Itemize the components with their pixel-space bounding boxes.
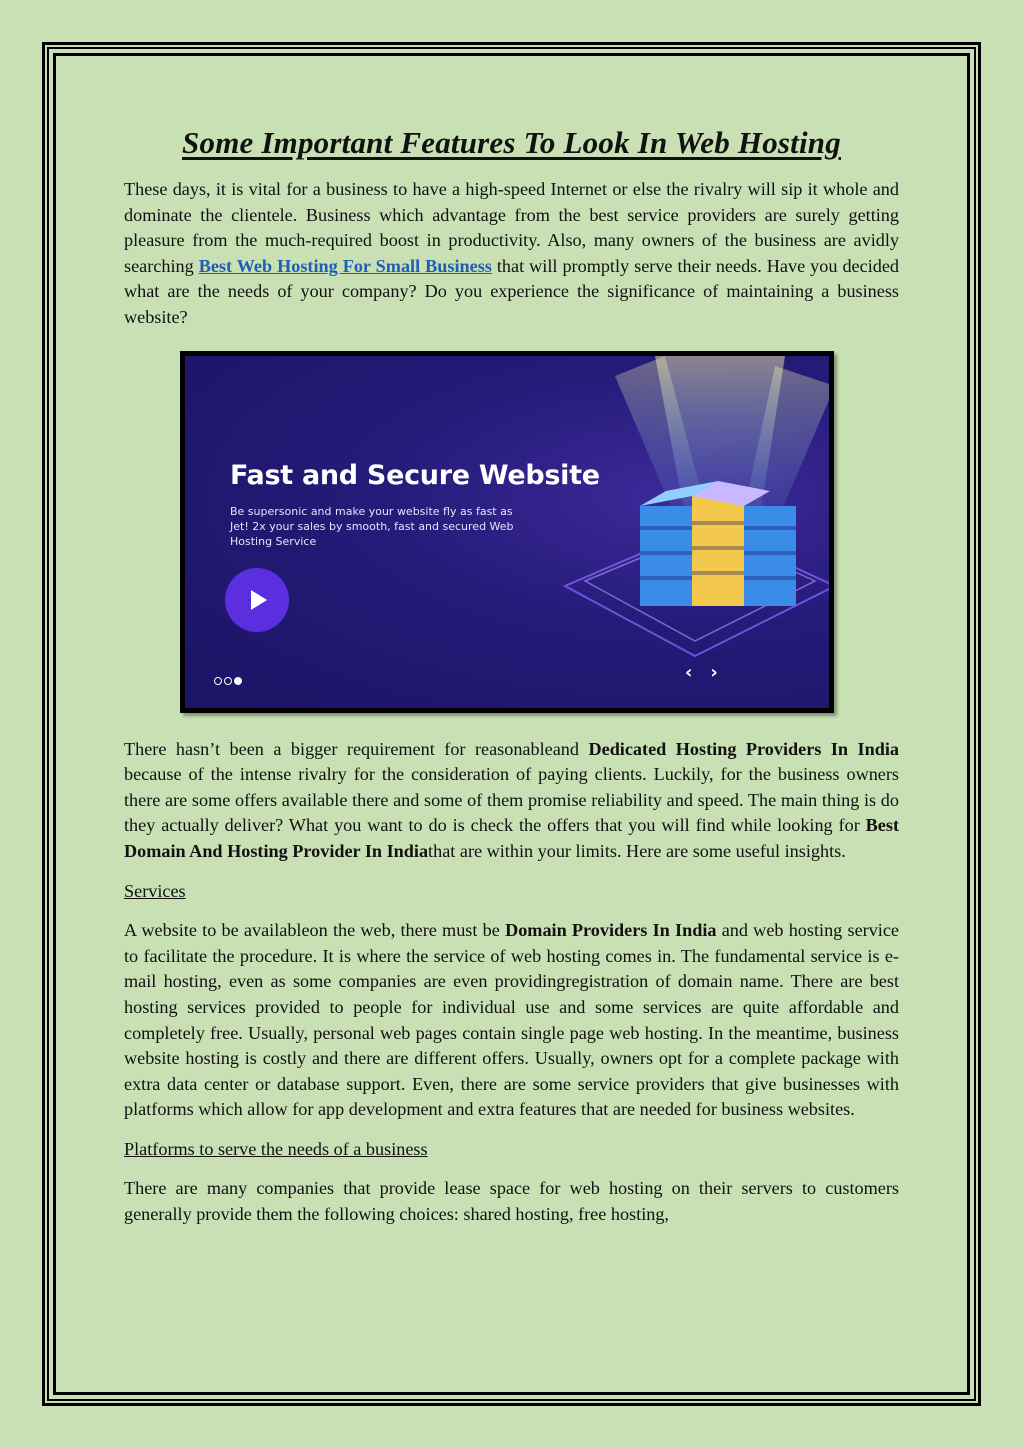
paragraph-dedicated-hosting <box>124 737 899 865</box>
heading-services <box>124 879 899 905</box>
best-web-hosting-link[interactable]: Best Web Hosting For Small Business <box>198 255 492 276</box>
para2-text-2: because of the intense rivalry for the consideration of paying clients. Luckily, for the business owners there are some offers available there and some of them promise reliability and speed. The main thing is do they actually deliver? What you want to do is check the offers that you will find while looking for <box>124 764 899 836</box>
hosting-banner-image <box>180 351 834 713</box>
keyword-domain-hosting: Best Domain And Hosting Provider In India <box>124 815 899 861</box>
intro-text-start: These days, it is vital for a business to have a high-speed Internet or else the rivalry will sip it whole and dominate the clientele. Business which advantage from the best service providers are surely getting pleasure from the much-required boost in productivity. Also, many owners of the business are avidly searching <box>124 179 899 276</box>
chevron-right-icon[interactable]: › <box>710 661 718 683</box>
banner-canvas <box>185 356 829 708</box>
carousel-dot[interactable] <box>214 677 222 685</box>
keyword-domain-providers: Domain Providers In India <box>505 920 717 941</box>
banner-subtitle: Be supersonic and make your website fly as fast as Jet! 2x your sales by smooth, fast and secured Web Hosting Service <box>230 504 514 548</box>
chevron-left-icon[interactable]: ‹ <box>685 661 693 683</box>
intro-paragraph <box>124 177 899 331</box>
intro-text-end: that will promptly serve their needs. Have you decided what are the needs of your company? Do you experience the significance of maintaining a business website? <box>124 255 900 327</box>
carousel-dots <box>214 670 244 689</box>
keyword-dedicated-hosting: Dedicated Hosting Providers In India <box>588 738 899 759</box>
para2-text-1: There hasn’t been a bigger requirement for reasonableand <box>124 738 589 759</box>
play-icon[interactable] <box>225 568 289 632</box>
heading-platforms-label: Platforms to serve the needs of a business <box>124 1138 428 1159</box>
paragraph-services <box>124 918 899 1123</box>
document-body <box>124 125 899 1228</box>
carousel-dot[interactable] <box>224 677 232 685</box>
banner-title: Fast and Secure Website <box>230 459 600 491</box>
heading-platforms <box>124 1137 899 1163</box>
para2-text-3: that are within your limits. Here are some useful insights. <box>428 840 846 861</box>
server-illustration <box>545 356 829 708</box>
para3-text-2: and web hosting service to facilitate the procedure. It is where the service of web hosting comes in. The fundamental service is e-mail hosting, even as some companies are even providingregistration of domain name. There are best hosting services provided to people for individual use and some services are quite affordable and completely free. Usually, personal web pages contain single page web hosting. In the meantime, business website hosting is costly and there are different offers. Usually, owners opt for a complete package with extra data center or database support. Even, there are some service providers that give businesses with platforms which allow for app development and extra features that are needed for business websites. <box>124 920 899 1120</box>
heading-services-label: Services <box>124 880 186 901</box>
page-title: Some Important Features To Look In Web Hosting <box>182 125 841 160</box>
carousel-dot-active[interactable] <box>234 677 242 685</box>
carousel-arrows <box>685 662 736 683</box>
paragraph-platforms: There are many companies that provide lease space for web hosting on their servers to customers generally provide them the following choices: shared hosting, free hosting, <box>124 1178 899 1225</box>
para3-text-1: A website to be availableon the web, there must be <box>124 920 506 941</box>
